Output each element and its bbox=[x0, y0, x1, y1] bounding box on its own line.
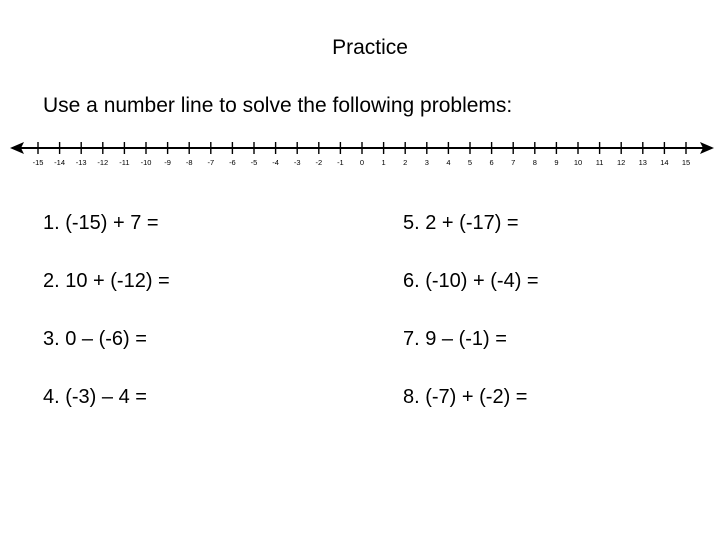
number-line-tick-label: 9 bbox=[554, 158, 559, 167]
number-line-tick-label: 15 bbox=[681, 158, 691, 167]
number-line-tick-label: 5 bbox=[467, 158, 473, 167]
number-line-tick-label: -12 bbox=[97, 158, 109, 167]
number-line-tick-label: -1 bbox=[337, 158, 344, 167]
problem-7: 7. 9 – (-1) = bbox=[403, 328, 507, 350]
number-line-tick-label: 2 bbox=[403, 158, 408, 167]
number-line-tick-label: -9 bbox=[164, 158, 171, 167]
number-line-tick-label: 13 bbox=[638, 158, 647, 167]
number-line-tick-label: 8 bbox=[532, 158, 537, 167]
number-line-tick-label: -13 bbox=[75, 158, 87, 167]
number-line-tick-label: 1 bbox=[381, 158, 386, 167]
number-line-tick-label: -6 bbox=[229, 158, 236, 167]
number-line-tick-label: 4 bbox=[446, 158, 451, 167]
problem-4: 4. (-3) – 4 = bbox=[43, 386, 147, 408]
number-line-tick-label: 11 bbox=[595, 158, 604, 167]
number-line-tick-label: -5 bbox=[250, 158, 258, 167]
number-line-tick-label: 3 bbox=[424, 158, 429, 167]
number-line-tick-label: -3 bbox=[293, 158, 301, 167]
number-line-tick-label: 12 bbox=[617, 158, 626, 167]
number-line-tick-label: 0 bbox=[359, 158, 365, 167]
problem-3: 3. 0 – (-6) = bbox=[43, 328, 147, 350]
page-title: Practice bbox=[332, 36, 408, 59]
number-line-tick-label: 10 bbox=[573, 158, 583, 167]
number-line-tick-label: -7 bbox=[207, 158, 215, 167]
number-line-tick-label: 6 bbox=[489, 158, 494, 167]
problem-8: 8. (-7) + (-2) = bbox=[403, 386, 528, 408]
number-line-tick-label: -8 bbox=[185, 158, 193, 167]
problem-6: 6. (-10) + (-4) = bbox=[403, 270, 539, 292]
problem-2: 2. 10 + (-12) = bbox=[43, 270, 170, 292]
number-line bbox=[0, 128, 720, 174]
number-line-tick-label: 7 bbox=[511, 158, 516, 167]
instruction-text: Use a number line to solve the following problems: bbox=[43, 94, 513, 117]
number-line-tick-label: -4 bbox=[272, 158, 279, 167]
number-line-tick-label: -10 bbox=[140, 158, 152, 167]
problem-5: 5. 2 + (-17) = bbox=[403, 212, 519, 234]
number-line-tick-label: 14 bbox=[660, 158, 669, 167]
number-line-tick-label: -14 bbox=[54, 158, 66, 167]
number-line-tick-label: -11 bbox=[119, 158, 130, 167]
problem-1: 1. (-15) + 7 = bbox=[43, 212, 159, 234]
number-line-tick-label: -2 bbox=[315, 158, 323, 167]
number-line-tick-label: -15 bbox=[32, 158, 44, 167]
